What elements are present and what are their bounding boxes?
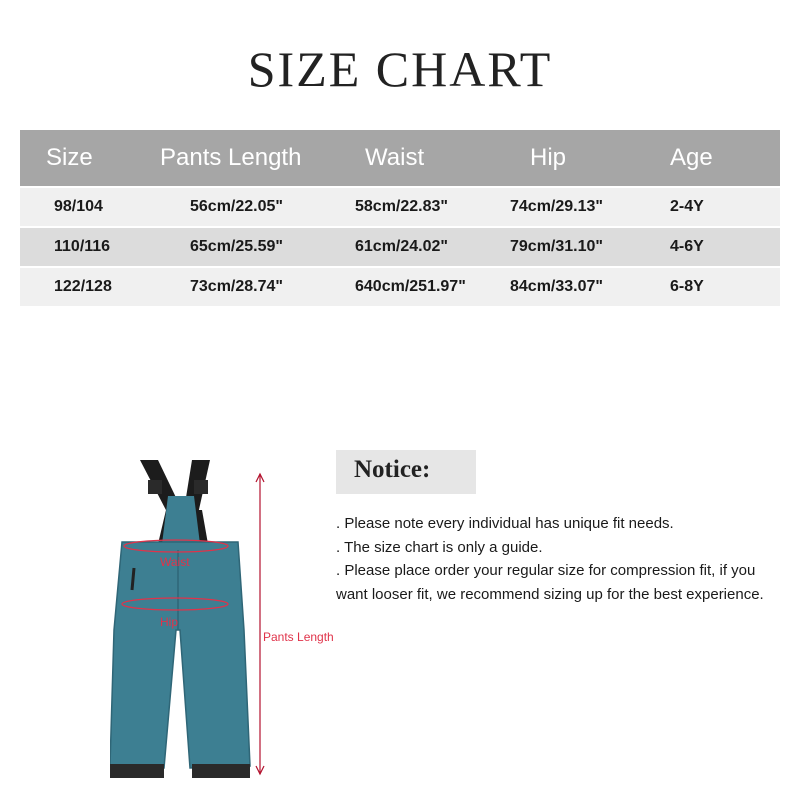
cell-size: 122/128 bbox=[54, 278, 112, 295]
header-hip: Hip bbox=[530, 144, 567, 171]
cell-waist: 640cm/251.97" bbox=[355, 278, 466, 295]
left-cuff bbox=[110, 764, 164, 778]
cell-pants-length: 56cm/22.05" bbox=[190, 198, 283, 215]
hip-label: Hip bbox=[160, 615, 179, 629]
pants-illustration bbox=[110, 440, 370, 790]
header-size: Size bbox=[46, 144, 93, 171]
cell-hip: 84cm/33.07" bbox=[510, 278, 603, 295]
header-pants-length: Pants Length bbox=[160, 144, 302, 171]
cell-waist: 61cm/24.02" bbox=[355, 238, 448, 255]
cell-waist: 58cm/22.83" bbox=[355, 198, 448, 215]
cell-size: 110/116 bbox=[54, 238, 111, 255]
header-age: Age bbox=[670, 144, 713, 171]
right-strap-buckle bbox=[194, 480, 208, 494]
pants-body bbox=[110, 542, 250, 768]
cell-age: 2-4Y bbox=[670, 198, 704, 215]
notice-line: . The size chart is only a guide. bbox=[336, 538, 543, 556]
header-waist: Waist bbox=[365, 144, 425, 171]
size-table bbox=[20, 130, 780, 306]
notice-line: . Please note every individual has unique fit needs. bbox=[336, 515, 674, 532]
cell-age: 4-6Y bbox=[670, 238, 704, 255]
table-row bbox=[20, 188, 780, 226]
pants-bib bbox=[162, 496, 200, 544]
table-header-row bbox=[20, 130, 780, 186]
table-row bbox=[20, 228, 780, 266]
cell-hip: 79cm/31.10" bbox=[510, 238, 603, 255]
left-strap-buckle bbox=[148, 480, 162, 494]
zipper-pocket bbox=[132, 568, 134, 590]
right-cuff bbox=[192, 764, 250, 778]
notice-title: Notice: bbox=[354, 456, 431, 483]
table-row bbox=[20, 268, 780, 306]
pants-length-label: Pants Length bbox=[263, 630, 334, 644]
notice-list bbox=[336, 512, 776, 606]
cell-age: 6-8Y bbox=[670, 278, 704, 295]
cell-hip: 74cm/29.13" bbox=[510, 198, 603, 215]
cell-size: 98/104 bbox=[54, 198, 103, 215]
cell-pants-length: 65cm/25.59" bbox=[190, 238, 283, 255]
cell-pants-length: 73cm/28.74" bbox=[190, 278, 283, 295]
waist-label: Waist bbox=[160, 555, 190, 569]
page-title: SIZE CHART bbox=[247, 41, 553, 97]
notice-line: . Please place order your regular size for compression fit, if you want looser fit, we recommend sizing up for the best experience. bbox=[336, 562, 764, 603]
